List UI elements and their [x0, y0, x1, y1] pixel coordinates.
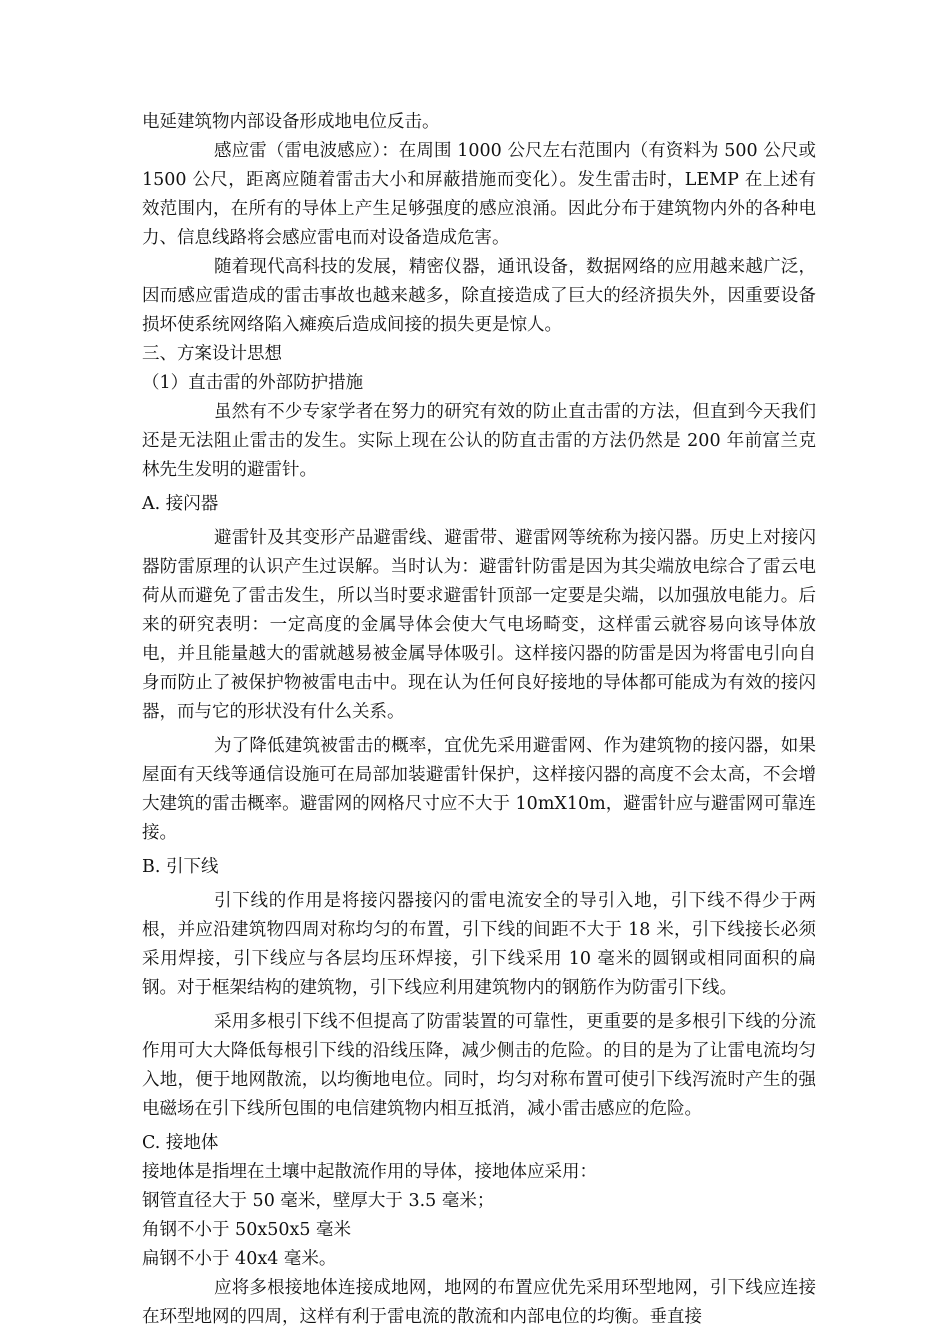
subsection-heading-external-protection: （1）直击雷的外部防护措施	[142, 373, 364, 393]
document-body	[142, 108, 816, 1332]
paragraph-hightech-development: 随着现代高科技的发展，精密仪器，通讯设备，数据网络的应用越来越广泛，因而感应雷造成的雷击事故也越来越多，除直接造成了巨大的经济损失外，因重要设备损坏使系统网络陷入瘫痪后造成间接的损失更是惊人。	[142, 257, 816, 335]
item-heading-air-terminal: A. 接闪器	[142, 494, 219, 514]
spec-flat-steel: 扁钢不小于 40x4 毫米。	[142, 1249, 337, 1269]
paragraph-down-conductor-function: 引下线的作用是将接闪器接闪的雷电流安全的导引入地，引下线不得少于两根，并应沿建筑物四周对称均匀的布置，引下线的间距不大于 18 米，引下线接长必须采用焊接，引下线应与各层均压环焊接，引下线采用 10 毫米的圆钢或相同面积的扁钢。对于框架结构的建筑物，引下线应利用建筑物内的钢筋作为防雷引下线。	[142, 891, 816, 998]
paragraph-ring-ground-grid: 应将多根接地体连接成地网，地网的布置应优先采用环型地网，引下线应连接在环型地网的四周，这样有利于雷电流的散流和内部电位的均衡。垂直接	[142, 1278, 816, 1327]
spec-steel-pipe: 钢管直径大于 50 毫米，壁厚大于 3.5 毫米；	[142, 1191, 495, 1211]
paragraph-continuation: 电延建筑物内部设备形成地电位反击。	[142, 112, 440, 132]
paragraph-multiple-down-conductors: 采用多根引下线不但提高了防雷装置的可靠性，更重要的是多根引下线的分流作用可大大降低每根引下线的沿线压降，减少侧击的危险。的目的是为了让雷电流均匀入地，便于地网散流，以均衡地电位。同时，均匀对称布置可使引下线泻流时产生的强电磁场在引下线所包围的电信建筑物内相互抵消，减小雷击感应的危险。	[142, 1012, 816, 1119]
paragraph-direct-lightning: 虽然有不少专家学者在努力的研究有效的防止直击雷的方法，但直到今天我们还是无法阻止雷击的发生。实际上现在公认的防直击雷的方法仍然是 200 年前富兰克林先生发明的避雷针。	[142, 402, 816, 480]
paragraph-lightning-mesh: 为了降低建筑被雷击的概率，宜优先采用避雷网、作为建筑物的接闪器，如果屋面有天线等通信设施可在局部加装避雷针保护，这样接闪器的高度不会太高，不会增大建筑的雷击概率。避雷网的网格尺寸应不大于 10mX10m，避雷针应与避雷网可靠连接。	[142, 736, 816, 843]
spec-angle-steel: 角钢不小于 50x50x5 毫米	[142, 1220, 352, 1240]
section-heading-design-idea: 三、方案设计思想	[142, 344, 282, 364]
item-heading-down-conductor: B. 引下线	[142, 857, 219, 877]
paragraph-grounding-definition: 接地体是指埋在土壤中起散流作用的导体，接地体应采用：	[142, 1162, 597, 1182]
paragraph-induced-lightning: 感应雷（雷电波感应）：在周围 1000 公尺左右范围内（有资料为 500 公尺或 1500 公尺，距离应随着雷击大小和屏蔽措施而变化）。发生雷击时，LEMP 在上述有效范围内，在所有的导体上产生足够强度的感应浪涌。因此分布于建筑物内外的各种电力、信息线路将会感应雷电而对设备造成危害。	[142, 141, 816, 248]
item-heading-grounding-body: C. 接地体	[142, 1133, 219, 1153]
paragraph-air-terminal-principle: 避雷针及其变形产品避雷线、避雷带、避雷网等统称为接闪器。历史上对接闪器防雷原理的认识产生过误解。当时认为：避雷针防雷是因为其尖端放电综合了雷云电荷从而避免了雷击发生，所以当时要求避雷针顶部一定要是尖端，以加强放电能力。后来的研究表明：一定高度的金属导体会使大气电场畸变，这样雷云就容易向该导体放电，并且能量越大的雷就越易被金属导体吸引。这样接闪器的防雷是因为将雷电引向自身而防止了被保护物被雷电击中。现在认为任何良好接地的导体都可能成为有效的接闪器，而与它的形状没有什么关系。	[142, 528, 816, 722]
